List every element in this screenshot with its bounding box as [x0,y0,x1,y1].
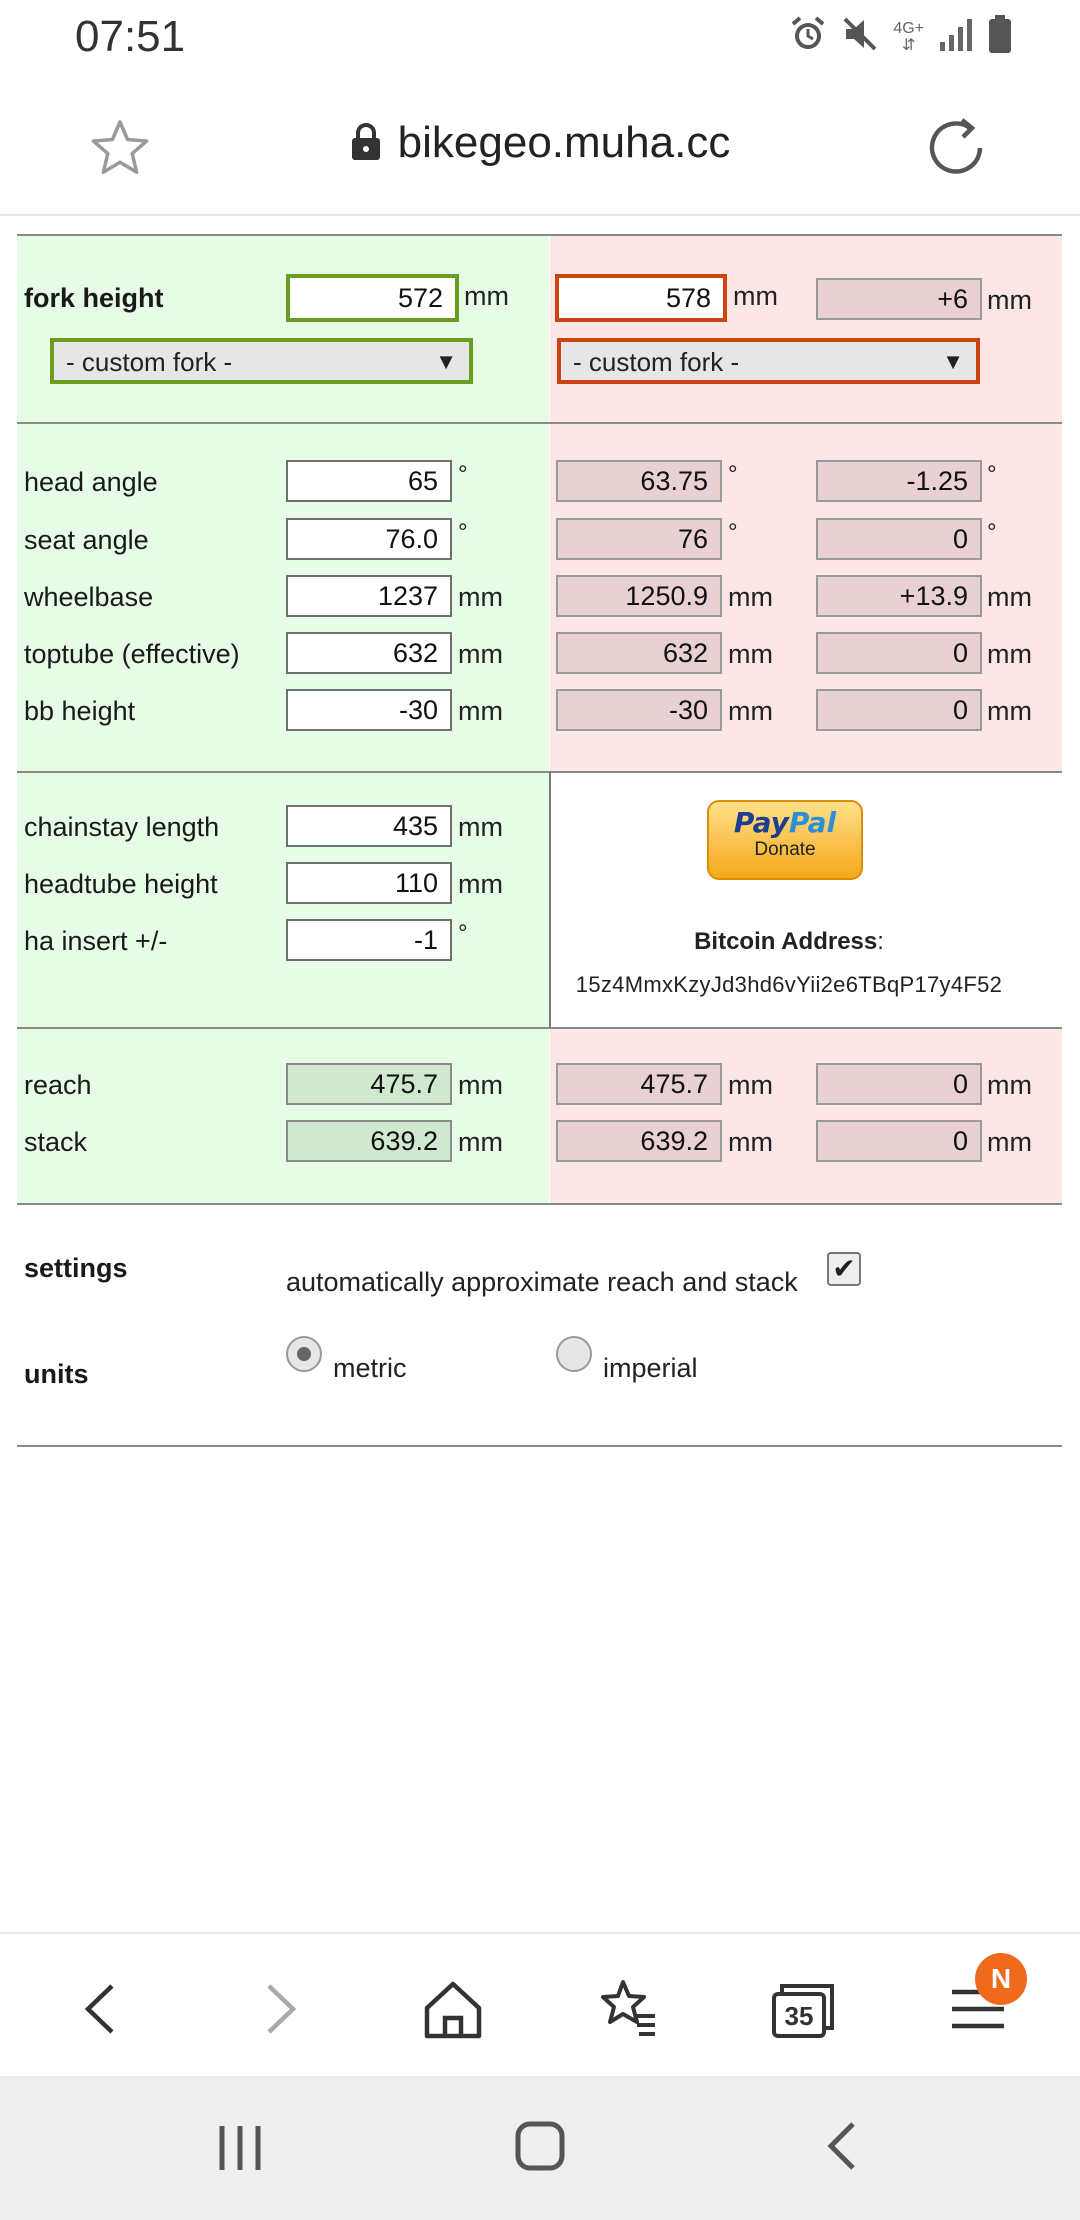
browser-url-bar [0,76,1080,216]
units-label: units [24,1359,89,1389]
stack-diff: 0 [816,1120,982,1162]
signal-icon [938,15,974,58]
bb-height-input[interactable]: -30 [286,689,452,731]
headtube-input[interactable]: 110 [286,862,452,904]
data-arrows-icon: ⇵ [901,36,916,54]
fork-section [17,234,1062,422]
geometry-row: wheelbase 1237 mm 1250.9 mm +13.9 mm [17,575,1062,619]
fork-unit: mm [464,281,509,311]
fork-height-label: fork height [24,283,164,313]
chevron-down-icon: ▼ [942,349,964,374]
geometry-row: bb height -30 mm -30 mm 0 mm [17,689,1062,733]
seat-angle-diff: 0 [816,518,982,560]
imperial-radio[interactable] [556,1336,592,1372]
back-icon[interactable] [68,1974,138,2044]
seat-angle-new: 76 [556,518,722,560]
url-text: bikegeo.muha.cc [397,118,731,167]
home-icon[interactable] [418,1974,488,2044]
bb-height-diff: 0 [816,689,982,731]
reach-row: reach 475.7 mm 475.7 mm 0 mm [17,1063,1062,1107]
reach-new: 475.7 [556,1063,722,1105]
rear-row: chainstay length 435 mm [17,805,1062,849]
reach-orig: 475.7 [286,1063,452,1105]
stack-orig: 639.2 [286,1120,452,1162]
divider [17,1445,1062,1447]
address-field[interactable] [0,118,1080,172]
reach-stack-section [17,1027,1062,1205]
divider [17,1203,1062,1205]
rear-row: headtube height 110 mm [17,862,1062,906]
toptube-new: 632 [556,632,722,674]
settings-label: settings [24,1253,128,1283]
geometry-section [17,422,1062,771]
metric-radio[interactable] [286,1336,322,1372]
fork-height-diff: +6 [816,278,982,320]
bookmarks-icon[interactable] [593,1974,663,2044]
mute-icon [841,15,879,58]
chainstay-input[interactable]: 435 [286,805,452,847]
bb-height-new: -30 [556,689,722,731]
bitcoin-label: Bitcoin Address: [694,928,884,955]
seat-angle-input[interactable]: 76.0 [286,518,452,560]
tabs-count: 35 [784,2001,814,2031]
head-angle-new: 63.75 [556,460,722,502]
bitcoin-address: 15z4MmxKzyJd3hd6vYii2e6TBqP17y4F52 [575,972,1003,997]
wheelbase-input[interactable]: 1237 [286,575,452,617]
fork-new-unit: mm [733,281,778,311]
status-bar [0,0,1080,76]
system-back-icon[interactable] [815,2116,875,2181]
home-button-icon[interactable] [510,2116,570,2181]
reach-diff: 0 [816,1063,982,1105]
head-angle-diff: -1.25 [816,460,982,502]
wheelbase-new: 1250.9 [556,575,722,617]
toptube-diff: 0 [816,632,982,674]
alarm-icon [789,15,827,58]
battery-icon [988,14,1012,59]
status-icons [789,14,1012,59]
geometry-row: seat angle 76.0 ° 76 ° 0 ° [17,518,1062,562]
metric-label: metric [333,1353,407,1383]
fork-height-orig-input[interactable]: 572 [286,274,459,322]
stack-row: stack 639.2 mm 639.2 mm 0 mm [17,1120,1062,1164]
browser-bottom-bar [0,1932,1080,2076]
ha-insert-input[interactable]: -1 [286,919,452,961]
stack-new: 639.2 [556,1120,722,1162]
forward-icon[interactable] [243,1974,313,2044]
rear-row: ha insert +/- -1 ° [17,919,1062,963]
system-nav-bar [0,2076,1080,2220]
geometry-row: toptube (effective) 632 mm 632 mm 0 mm [17,632,1062,676]
lock-icon [350,121,382,172]
fork-diff-unit: mm [987,285,1032,315]
approx-checkbox[interactable]: ✔ [827,1252,861,1286]
toptube-input[interactable]: 632 [286,632,452,674]
geometry-row: head angle 65 ° 63.75 ° -1.25 ° [17,460,1062,504]
chevron-down-icon: ▼ [435,349,457,374]
wheelbase-diff: +13.9 [816,575,982,617]
head-angle-input[interactable]: 65 [286,460,452,502]
imperial-label: imperial [603,1353,698,1383]
status-time: 07:51 [75,12,186,61]
network-type-icon: 4G+ ⇵ [893,19,924,54]
recent-apps-icon[interactable] [210,2120,270,2181]
fork-new-select[interactable]: - custom fork - ▼ [557,338,980,384]
tabs-button[interactable] [768,1974,838,2044]
paypal-donate-button[interactable]: PayPal Donate [707,800,863,880]
notification-badge: N [975,1953,1027,2005]
fork-orig-select[interactable]: - custom fork - ▼ [50,338,473,384]
reload-icon[interactable] [924,114,988,183]
fork-height-new-input[interactable]: 578 [555,274,727,322]
approx-label: automatically approximate reach and stack [286,1267,798,1297]
